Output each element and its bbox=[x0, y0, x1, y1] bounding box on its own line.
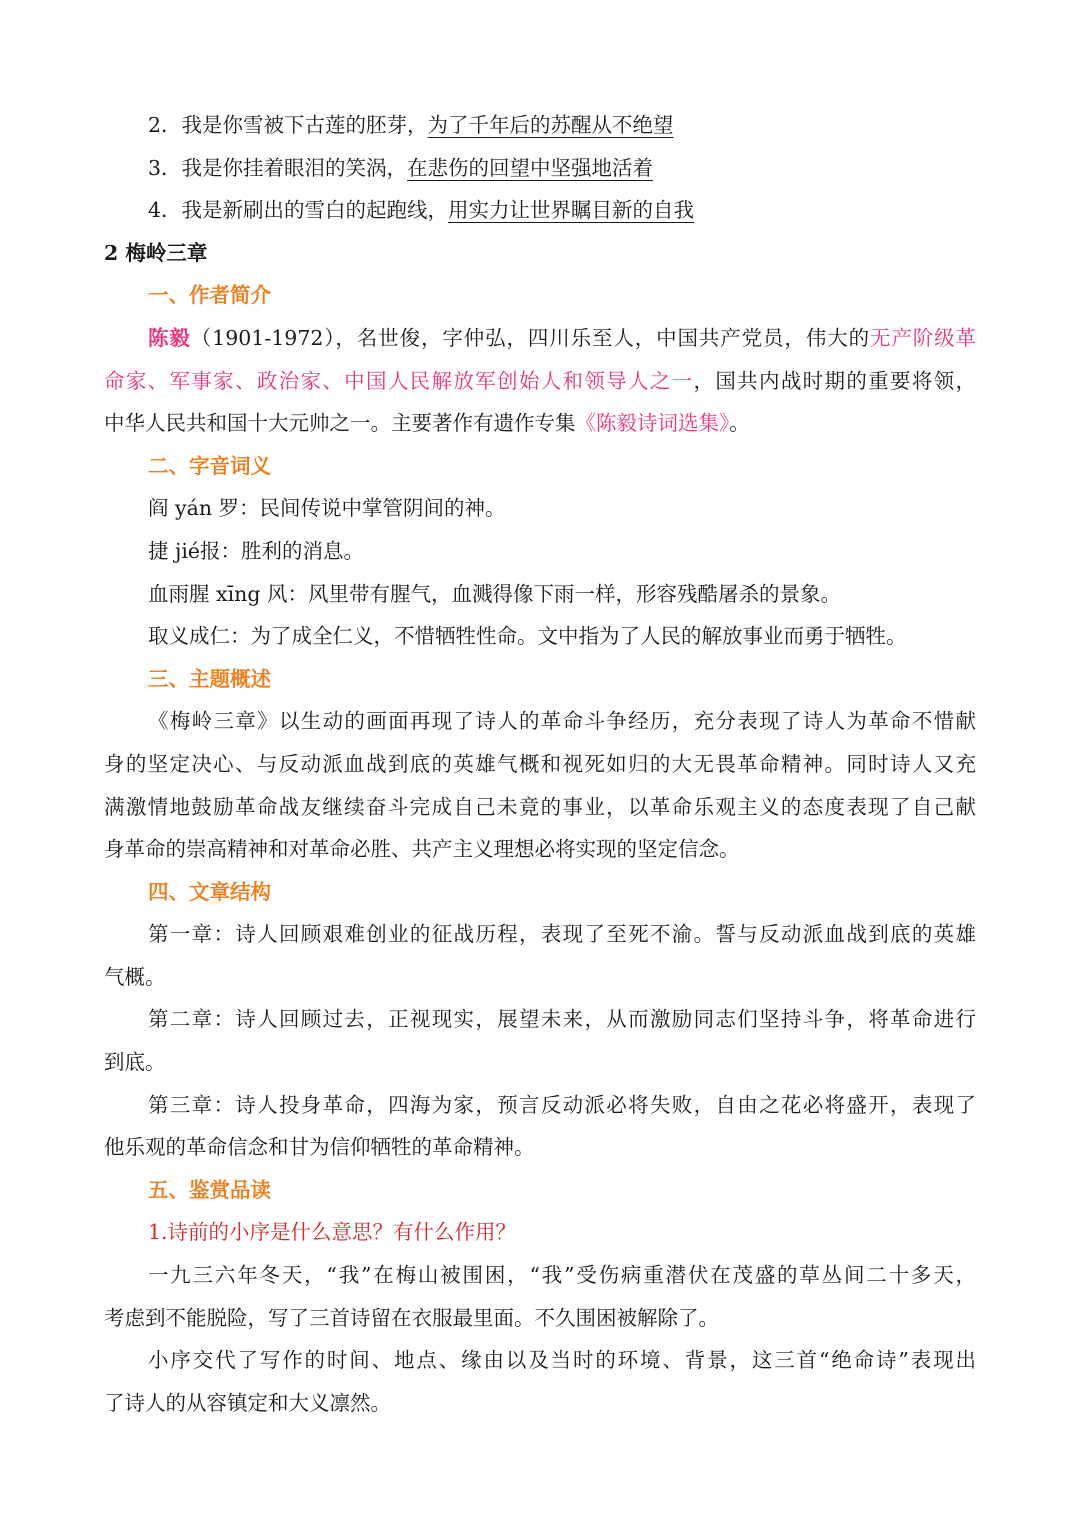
author-works-title: 《陈毅诗词选集》 bbox=[575, 411, 730, 436]
section-heading-theme: 三、主题概述 bbox=[148, 666, 271, 691]
theme-line: 身的坚定决心、与反动派血战到底的英雄气概和视死如归的大无畏革命精神。同时诗人又充 bbox=[104, 751, 976, 776]
author-line-1 bbox=[104, 317, 976, 360]
document-page bbox=[104, 104, 976, 1424]
poem-item-underlined: 在悲伤的回望中坚强地活着 bbox=[407, 155, 654, 180]
vocab-item: 阎 yán 罗：民间传说中掌管阴间的神。 bbox=[148, 496, 506, 521]
poem-item-2 bbox=[104, 104, 976, 147]
author-text: 中华人民共和国十大元帅之一。主要著作有遗作专集 bbox=[104, 411, 576, 436]
theme-line: 《梅岭三章》以生动的画面再现了诗人的革命斗争经历，充分表现了诗人为革命不惜献 bbox=[148, 709, 976, 734]
theme-line: 身革命的崇高精神和对革命必胜、共产主义理想必将实现的坚定信念。 bbox=[104, 837, 740, 862]
section-heading-appreciation: 五、鉴赏品读 bbox=[148, 1177, 271, 1202]
appreciation-line: 一九三六年冬天，“我”在梅山被围困，“我”受伤病重潜伏在茂盛的草丛间二十多天， bbox=[148, 1263, 976, 1288]
author-text-end: 。 bbox=[729, 411, 750, 436]
vocab-item: 血雨腥 xīng 风：风里带有腥气，血溅得像下雨一样，形容残酷屠杀的景象。 bbox=[148, 581, 841, 606]
poem-item-3 bbox=[104, 147, 976, 190]
appreciation-line: 考虑到不能脱险，写了三首诗留在衣服最里面。不久围困被解除了。 bbox=[104, 1305, 719, 1330]
poem-item-text: 4．我是新刷出的雪白的起跑线， bbox=[148, 198, 449, 223]
structure-line: 到底。 bbox=[104, 1050, 166, 1075]
poem-item-underlined: 用实力让世界瞩目新的自我 bbox=[448, 198, 695, 223]
author-line-3 bbox=[104, 402, 976, 445]
poem-item-underlined: 为了千年后的苏醒从不绝望 bbox=[427, 113, 674, 137]
appreciation-line: 了诗人的从容镇定和大义凛然。 bbox=[104, 1390, 391, 1415]
section-heading-author: 一、作者简介 bbox=[148, 283, 271, 308]
poem-item-text: 3．我是你挂着眼泪的笑涡， bbox=[148, 155, 408, 180]
appreciation-line: 小序交代了写作的时间、地点、缘由以及当时的环境、背景，这三首“绝命诗”表现出 bbox=[148, 1348, 976, 1373]
section-heading-structure: 四、文章结构 bbox=[148, 879, 271, 904]
structure-line: 第三章：诗人投身革命，四海为家，预言反动派必将失败，自由之花必将盛开，表现了 bbox=[148, 1092, 976, 1117]
structure-line: 第二章：诗人回顾过去，正视现实，展望未来，从而激励同志们坚持斗争，将革命进行 bbox=[148, 1007, 976, 1032]
author-line-2 bbox=[104, 360, 976, 403]
author-highlight: 无产阶级革 bbox=[869, 325, 976, 350]
vocab-item: 捷 jié报：胜利的消息。 bbox=[148, 538, 365, 563]
section-heading-vocab: 二、字音词义 bbox=[148, 453, 271, 478]
author-name: 陈毅 bbox=[148, 325, 191, 350]
vocab-item: 取义成仁：为了成全仁义，不惜牺牲性命。文中指为了人民的解放事业而勇于牺牲。 bbox=[148, 624, 907, 649]
appreciation-question: 1.诗前的小序是什么意思？有什么作用？ bbox=[148, 1220, 517, 1245]
author-highlight: 命家、军事家、政治家、中国人民解放军创始人和领导人之一 bbox=[104, 368, 694, 393]
theme-line: 满激情地鼓励革命战友继续奋斗完成自己未竟的事业，以革命乐观主义的态度表现了自己献 bbox=[104, 794, 976, 819]
structure-line: 他乐观的革命信念和甘为信仰牺牲的革命精神。 bbox=[104, 1135, 535, 1160]
poem-item-text: 2．我是你雪被下古莲的胚芽， bbox=[148, 113, 428, 137]
author-text: ，国共内战时期的重要将领， bbox=[693, 368, 976, 393]
structure-line: 第一章：诗人回顾艰难创业的征战历程，表现了至死不渝。誓与反动派血战到底的英雄 bbox=[148, 922, 976, 947]
structure-line: 气概。 bbox=[104, 964, 166, 989]
author-text: （1901-1972），名世俊，字仲弘，四川乐至人，中国共产党员，伟大的 bbox=[190, 325, 870, 350]
poem-item-4 bbox=[104, 189, 976, 232]
lesson-title: 2 梅岭三章 bbox=[104, 240, 208, 265]
